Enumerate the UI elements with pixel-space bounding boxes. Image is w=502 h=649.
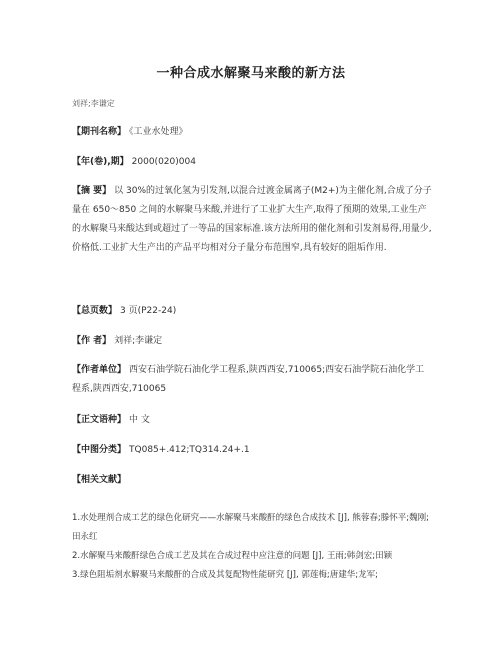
related-list	[72, 509, 432, 585]
year-issue-label: 【年(卷),期】	[72, 157, 129, 167]
journal-value: 《工业水处理》	[129, 127, 188, 137]
affiliation-value: 西安石油学院石油化学工程系,陕西西安,710065;西安石油学院石油化学工程系,陕西西安,710065	[72, 365, 425, 394]
related-label: 【相关文献】	[72, 475, 127, 485]
language-field	[72, 411, 432, 430]
author-field-value: 刘祥;李谦定	[114, 336, 163, 346]
language-value: 中 文	[129, 415, 150, 425]
journal-label: 【期刊名称】	[72, 127, 127, 137]
affiliation-label: 【作者单位】	[72, 365, 127, 375]
author-field	[72, 332, 432, 351]
pages-label: 【总页数】	[72, 306, 118, 316]
classification-value: TQ085+.412;TQ314.24+.1	[129, 445, 250, 455]
pages-value: 3 页(P22-24)	[120, 306, 177, 316]
journal-field	[72, 123, 432, 142]
related-item[interactable]: 1.水处理剂合成工艺的绿色化研究——水解聚马来酸酐的绿色合成技术 [J], 熊蓉春;滕怀平;魏刚;田永红	[72, 513, 429, 542]
document-title: 一种合成水解聚马来酸的新方法	[156, 66, 346, 81]
author-line: 刘祥;李谦定	[72, 99, 115, 108]
related-item[interactable]: 2.水解聚马来酸酐绿色合成工艺及其在合成过程中应注意的问题 [J], 王雨;韩剑宏;田颖	[72, 551, 393, 561]
author-field-label: 【作 者】	[72, 336, 112, 346]
affiliation-field	[72, 361, 432, 399]
related-item[interactable]: 3.绿色阻垢剂水解聚马来酸酐的合成及其复配物性能研究 [J], 郭莲梅;唐建华;龙军;	[72, 570, 378, 580]
classification-field	[72, 441, 432, 460]
classification-label: 【中图分类】	[72, 445, 127, 455]
abstract-label: 【摘 要】	[72, 186, 112, 196]
abstract-field	[72, 182, 432, 258]
year-issue-value: 2000(020)004	[131, 157, 196, 167]
year-issue-field	[72, 153, 432, 172]
related-heading	[72, 471, 432, 490]
language-label: 【正文语种】	[72, 415, 127, 425]
abstract-value: 以 30%的过氧化氢为引发剂,以混合过渡金属离子(M2+)为主催化剂,合成了分子量在 650～850 之间的水解聚马来酸,并进行了工业扩大生产,取得了预期的效果,工业生产的水解聚马来酸达到或超过了一等品的国家标准.该方法所用的催化剂和引发剂易得,用量少,价格低.工业扩大生产出的产品平均相对分子量分布范围窄,具有较好的阻垢作用.	[72, 186, 432, 253]
pages-field	[72, 302, 432, 321]
